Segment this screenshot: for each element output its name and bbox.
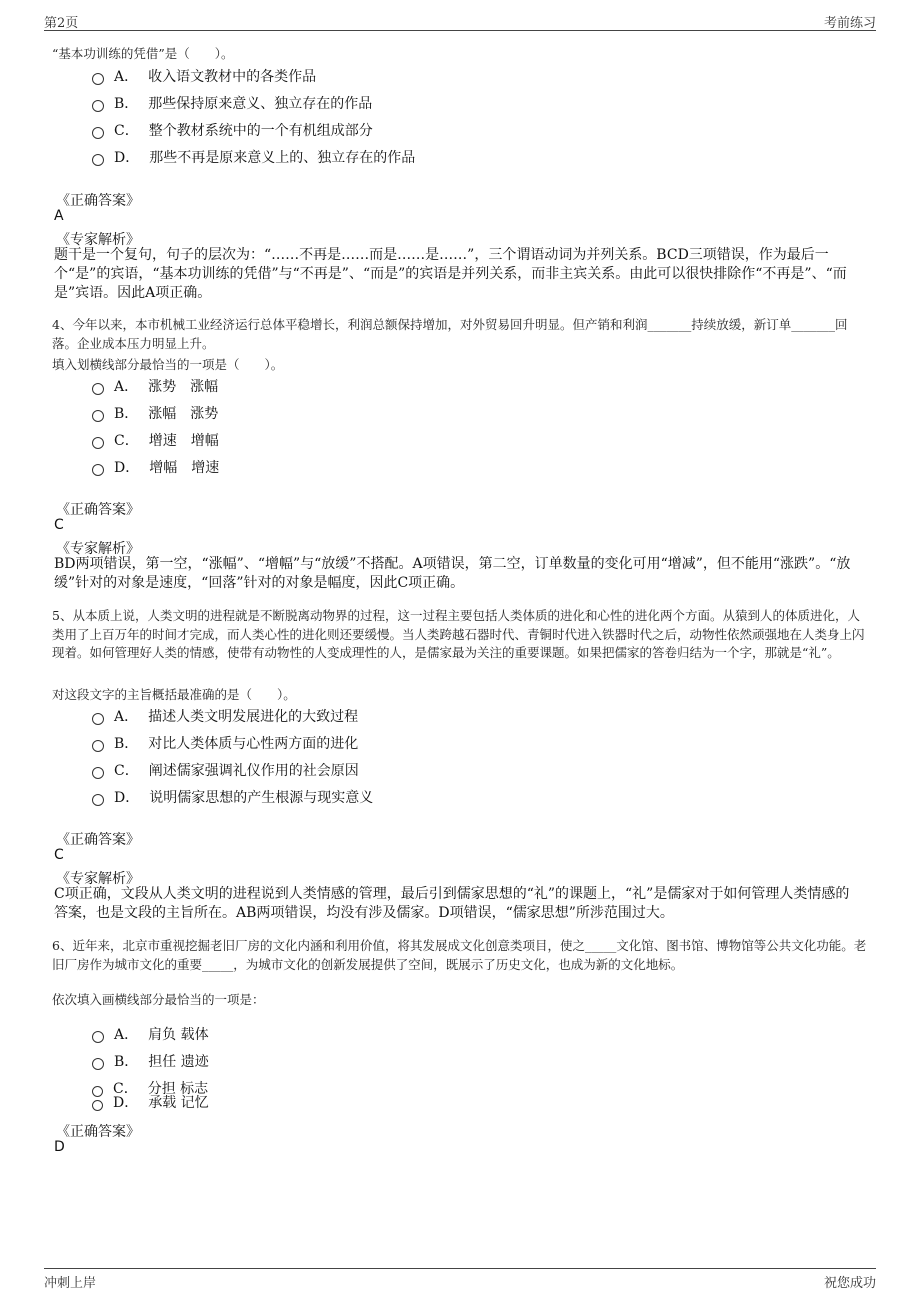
analysis-text: 题干是一个复句，句子的层次为：“……不再是……而是……是……”，三个谓语动词为并列关系。BCD三项错误，作为最后一个“是”的宾语，“基本功训练的凭借”与“不再是”、“而是”的宾语是并列关系，而非主宾关系。由此可以很快排除作“不再是”、“而是”宾语。因此A项正确。 — [54, 247, 847, 301]
analysis-text: C项正确，文段从人类文明的进程说到人类情感的管理，最后引到儒家思想的“礼”的课题上，“礼”是儒家对于如何管理人类情感的答案，也是文段的主旨所在。AB两项错误，均没有涉及儒家。D项错误，“儒家思想”所涉范围过大。 — [54, 886, 850, 921]
radio-icon[interactable] — [92, 127, 104, 139]
question-4-stem: 4、今年以来，本市机械工业经济运行总体平稳增长，利润总额保持增加，对外贸易回升明显。但产销和利润_______持续放缓，新订单_______回落。企业成本压力明显上升。 — [52, 317, 848, 351]
question-4-prompt: 填入划横线部分最恰当的一项是（ ）。 — [52, 357, 284, 372]
answer-value: A — [54, 208, 64, 224]
radio-icon[interactable] — [92, 794, 104, 806]
q5-option-b[interactable]: B． 对比人类体质与心性两方面的进化 — [92, 733, 358, 753]
answer-label: 《正确答案》 — [56, 832, 140, 848]
question-6-prompt: 依次填入画横线部分最恰当的一项是： — [52, 992, 265, 1007]
q6-option-d[interactable]: D． 承载 记忆 — [92, 1092, 209, 1112]
analysis-label: 《专家解析》 — [56, 871, 140, 887]
radio-icon[interactable] — [92, 464, 104, 476]
radio-icon[interactable] — [92, 740, 104, 752]
q5-option-d[interactable]: D． 说明儒家思想的产生根源与现实意义 — [92, 787, 373, 807]
radio-icon[interactable] — [92, 73, 104, 85]
radio-icon[interactable] — [92, 100, 104, 112]
radio-icon[interactable] — [92, 154, 104, 166]
q4-option-a[interactable]: A． 涨势 涨幅 — [92, 376, 218, 396]
radio-icon[interactable] — [92, 383, 104, 395]
q4-option-d[interactable]: D． 增幅 增速 — [92, 457, 219, 477]
q5-option-c[interactable]: C． 阐述儒家强调礼仪作用的社会原因 — [92, 760, 359, 780]
answer-value: C — [54, 847, 64, 863]
q5-option-a[interactable]: A． 描述人类文明发展进化的大致过程 — [92, 706, 358, 726]
q6-option-b[interactable]: B． 担任 遗迹 — [92, 1051, 209, 1071]
q3-option-b[interactable]: B． 那些保持原来意义、独立存在的作品 — [92, 93, 372, 113]
analysis-text: BD两项错误，第一空，“涨幅”、“增幅”与“放缓”不搭配。A项错误，第二空，订单数量的变化可用“增减”，但不能用“涨跌”。“放缓”针对的对象是速度，“回落”针对的对象是幅度，因此C项正确。 — [54, 556, 851, 591]
footer-right-text: 祝您成功 — [823, 1276, 876, 1291]
q4-option-c[interactable]: C． 增速 增幅 — [92, 430, 219, 450]
answer-label: 《正确答案》 — [56, 502, 140, 518]
radio-icon[interactable] — [92, 767, 104, 779]
page-header — [44, 12, 876, 31]
radio-icon[interactable] — [92, 713, 104, 725]
question-3-prompt: “基本功训练的凭借”是（ ）。 — [52, 46, 234, 61]
q6-option-c[interactable]: C． 分担 标志 — [92, 1078, 208, 1098]
analysis-label: 《专家解析》 — [56, 541, 140, 557]
answer-value: D — [54, 1139, 65, 1155]
q3-option-d[interactable]: D． 那些不再是原来意义上的、独立存在的作品 — [92, 147, 415, 167]
radio-icon[interactable] — [92, 1031, 104, 1043]
question-6-stem: 6、近年来，北京市重视挖掘老旧厂房的文化内涵和利用价值，将其发展成文化创意类项目，使之_____文化馆、图书馆、博物馆等公共文化功能。老旧厂房作为城市文化的重要_____，为城市文化的创新发展提供了空间，既展示了历史文化，也成为新的文化地标。 — [52, 938, 867, 972]
answer-value: C — [54, 517, 64, 533]
radio-icon[interactable] — [92, 1058, 104, 1070]
q3-option-c[interactable]: C． 整个教材系统中的一个有机组成部分 — [92, 120, 373, 140]
question-5-stem: 5、从本质上说，人类文明的进程就是不断脱离动物界的过程，这一过程主要包括人类体质的进化和心性的进化两个方面。从猿到人的体质进化，人类用了上百万年的时间才完成，而人类心性的进化则还要缓慢。当人类跨越石器时代、青铜时代进入铁器时代之后，动物性依然顽强地在人类身上闪现着。如何管理好人类的情感，使带有动物性的人变成理性的人，是儒家最为关注的重要课题。如果把儒家的答卷归结为一个字，那就是“礼”。 — [52, 608, 865, 660]
radio-icon[interactable] — [92, 437, 104, 449]
answer-label: 《正确答案》 — [56, 193, 140, 209]
q6-option-a[interactable]: A． 肩负 载体 — [92, 1024, 209, 1044]
page-number: 第2页 — [44, 16, 79, 31]
analysis-label: 《专家解析》 — [56, 232, 140, 248]
answer-label: 《正确答案》 — [56, 1124, 140, 1140]
question-5-prompt: 对这段文字的主旨概括最准确的是（ ）。 — [52, 687, 296, 702]
footer-left-text: 冲刺上岸 — [44, 1276, 97, 1291]
q4-option-b[interactable]: B． 涨幅 涨势 — [92, 403, 218, 423]
q3-option-a[interactable]: A． 收入语文教材中的各类作品 — [92, 66, 316, 86]
radio-icon[interactable] — [92, 410, 104, 422]
radio-icon[interactable] — [92, 1100, 103, 1111]
header-title: 考前练习 — [823, 16, 876, 31]
page-footer — [44, 1268, 876, 1291]
